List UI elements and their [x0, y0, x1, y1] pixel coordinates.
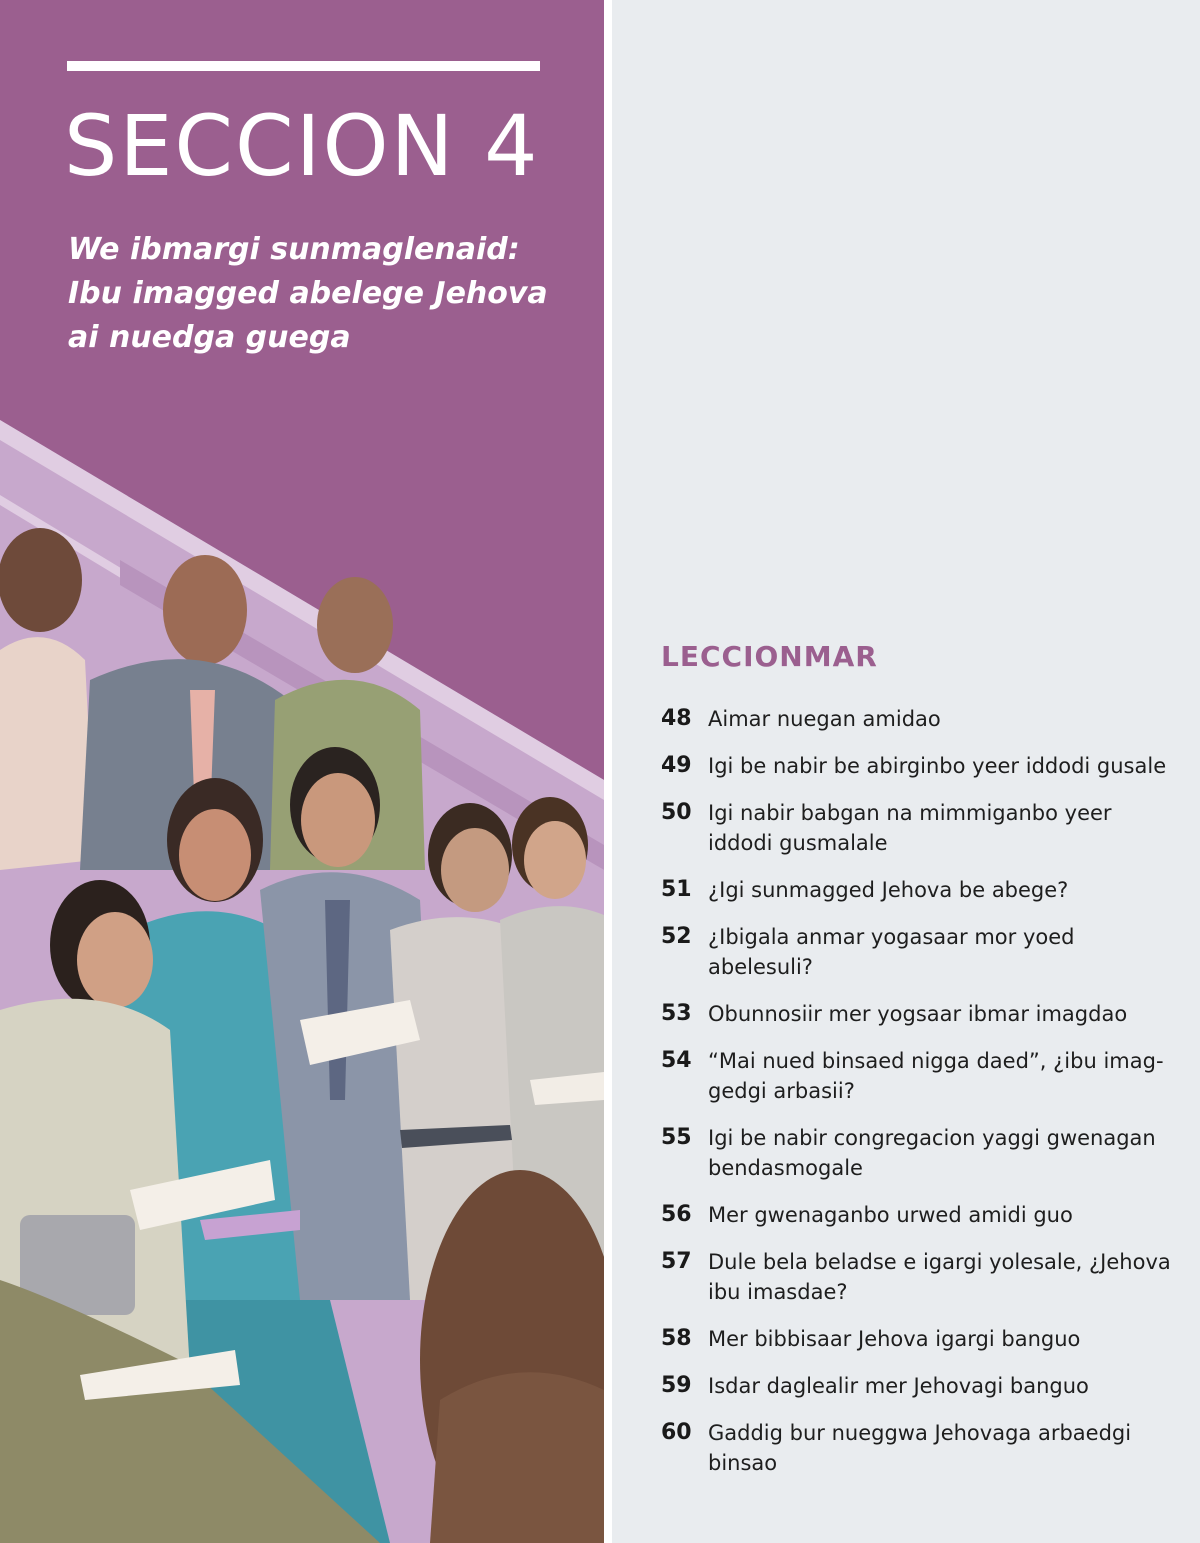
lesson-title: Mer bibbisaar Jehova igargi banguo [708, 1327, 1081, 1351]
lesson-title: ¿Ibigala anmar yogasaar mor yoed abelesuli? [708, 925, 1075, 979]
lesson-item [661, 1123, 1181, 1183]
lesson-title: “Mai nued binsaed nigga daed”, ¿ibu imag-gedgi arbasii? [708, 1049, 1164, 1103]
lesson-number: 60 [661, 1420, 692, 1445]
lesson-list [661, 704, 1181, 1495]
section-title: SECCION 4 [64, 97, 540, 195]
lesson-item [661, 1046, 1181, 1106]
lesson-item [661, 875, 1181, 905]
lesson-item [661, 704, 1181, 734]
lesson-item [661, 1247, 1181, 1307]
lesson-item [661, 751, 1181, 781]
lesson-title: Igi be nabir congregacion yaggi gwenagan bendasmogale [708, 1126, 1156, 1180]
lesson-title: Aimar nuegan amidao [708, 707, 941, 731]
top-rule [67, 61, 540, 71]
congregation-illustration [0, 400, 604, 1543]
lesson-item [661, 1371, 1181, 1401]
lesson-number: 57 [661, 1249, 692, 1274]
lesson-title: Dule bela beladse e igargi yolesale, ¿Jehova ibu imasdae? [708, 1250, 1171, 1304]
lesson-number: 58 [661, 1326, 692, 1351]
lesson-title: Igi be nabir be abirginbo yeer iddodi gusale [708, 754, 1167, 778]
lesson-number: 54 [661, 1048, 692, 1073]
lesson-item [661, 1324, 1181, 1354]
lesson-title: ¿Igi sunmagged Jehova be abege? [708, 878, 1069, 902]
subtitle-line: ai nuedga guega [68, 320, 351, 355]
lesson-number: 53 [661, 1001, 692, 1026]
lesson-number: 49 [661, 753, 692, 778]
lessons-heading: LECCIONMAR [661, 640, 878, 673]
lessons-panel [612, 0, 1200, 1543]
subtitle-line: Ibu imagged abelege Jehova [68, 276, 548, 311]
lesson-title: Obunnosiir mer yogsaar ibmar imagdao [708, 1002, 1128, 1026]
page-divider [604, 0, 612, 1543]
subtitle-line: We ibmargi sunmaglenaid: [68, 232, 520, 267]
lesson-title: Gaddig bur nueggwa Jehovaga arbaedgi binsao [708, 1421, 1132, 1475]
lesson-item [661, 922, 1181, 982]
lesson-item [661, 1200, 1181, 1230]
lesson-title: Isdar daglealir mer Jehovagi banguo [708, 1374, 1089, 1398]
lesson-item [661, 999, 1181, 1029]
lesson-number: 52 [661, 924, 692, 949]
lesson-number: 51 [661, 877, 692, 902]
lesson-title: Igi nabir babgan na mimmiganbo yeer iddodi gusmalale [708, 801, 1112, 855]
lesson-item [661, 798, 1181, 858]
section-subtitle [68, 228, 568, 360]
lesson-number: 50 [661, 800, 692, 825]
lesson-number: 59 [661, 1373, 692, 1398]
lesson-number: 56 [661, 1202, 692, 1227]
lesson-title: Mer gwenaganbo urwed amidi guo [708, 1203, 1073, 1227]
lesson-number: 48 [661, 706, 692, 731]
lesson-number: 55 [661, 1125, 692, 1150]
lesson-item [661, 1418, 1181, 1478]
